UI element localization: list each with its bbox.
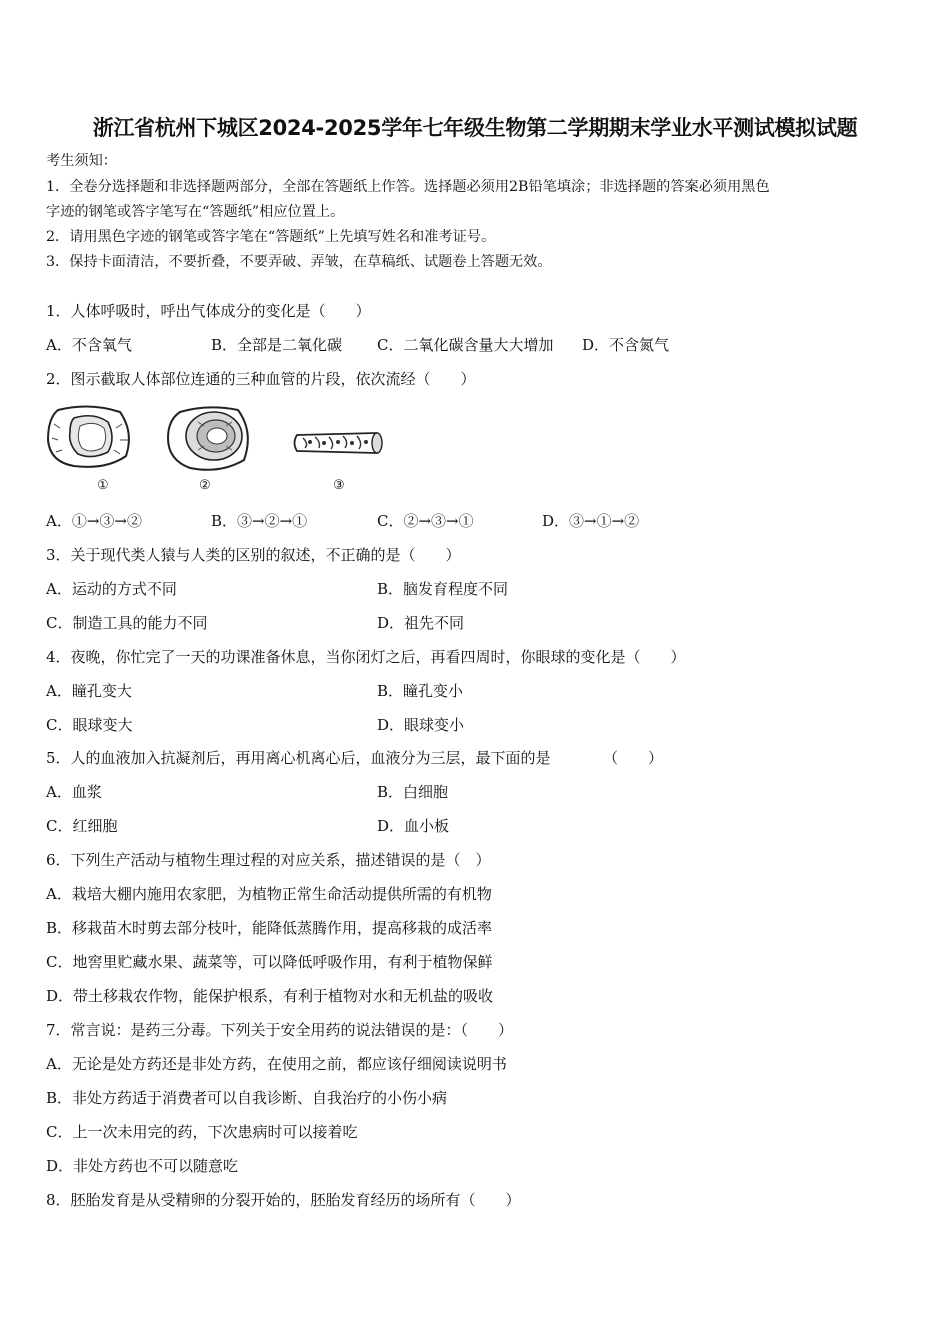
q7-option-d: D．非处方药也不可以随意吃 (46, 1157, 239, 1175)
notice-item: 字迹的钢笔或答字笔写在“答题纸”相应位置上。 (46, 204, 345, 220)
q5-option-b: B．白细胞 (377, 783, 449, 801)
question-6-stem: 6．下列生产活动与植物生理过程的对应关系，描述错误的是（ ） (46, 851, 491, 869)
question-5-stem: 5．人的血液加入抗凝剂后，再用离心机离心后，血液分为三层，最下面的是 （ ） (46, 749, 664, 767)
figure-label-3: ③ (333, 478, 345, 493)
notice-heading: 考生须知： (46, 153, 117, 169)
q5-option-a: A．血浆 (46, 783, 102, 801)
vein-illustration (164, 404, 254, 474)
q2-option-b: B．③→②→① (211, 512, 308, 530)
q3-option-d: D．祖先不同 (377, 614, 465, 632)
notice-item: 1．全卷分选择题和非选择题两部分，全部在答题纸上作答。选择题必须用2B铅笔填涂；非选择题的答案必须用黑色 (46, 179, 770, 195)
q4-option-c: C．眼球变大 (46, 716, 133, 734)
q3-option-b: B．脑发育程度不同 (377, 580, 509, 598)
capillary-illustration (293, 428, 387, 458)
q6-option-a: A．栽培大棚内施用农家肥，为植物正常生命活动提供所需的有机物 (46, 885, 492, 903)
question-7-stem: 7．常言说：是药三分毒。下列关于安全用药的说法错误的是：（ ） (46, 1021, 514, 1039)
q6-option-b: B．移栽苗木时剪去部分枝叶，能降低蒸腾作用，提高移栽的成活率 (46, 919, 493, 937)
notice-item: 2．请用黑色字迹的钢笔或答字笔在“答题纸”上先填写姓名和准考证号。 (46, 229, 496, 245)
q1-option-a: A．不含氧气 (46, 336, 132, 354)
q3-option-c: C．制造工具的能力不同 (46, 614, 208, 632)
q5-option-c: C．红细胞 (46, 817, 118, 835)
q7-option-a: A．无论是处方药还是非处方药，在使用之前，都应该仔细阅读说明书 (46, 1055, 507, 1073)
figure-label-2: ② (199, 478, 211, 493)
q2-option-a: A．①→③→② (46, 512, 142, 530)
q6-option-d: D．带土移栽农作物，能保护根系，有利于植物对水和无机盐的吸收 (46, 987, 494, 1005)
q4-option-a: A．瞳孔变大 (46, 682, 132, 700)
q1-option-d: D．不含氮气 (582, 336, 670, 354)
figure-label-1: ① (97, 478, 109, 493)
q3-option-a: A．运动的方式不同 (46, 580, 177, 598)
question-2-stem: 2．图示截取人体部位连通的三种血管的片段，依次流经（ ） (46, 370, 476, 388)
q4-option-d: D．眼球变小 (377, 716, 465, 734)
page-title: 浙江省杭州下城区2024-2025学年七年级生物第二学期期末学业水平测试模拟试题 (92, 116, 858, 140)
question-1-stem: 1．人体呼吸时，呼出气体成分的变化是（ ） (46, 302, 371, 320)
q1-option-c: C．二氧化碳含量大大增加 (377, 336, 554, 354)
q6-option-c: C．地窖里贮藏水果、蔬菜等，可以降低呼吸作用，有利于植物保鲜 (46, 953, 493, 971)
artery-illustration (44, 404, 136, 470)
question-4-stem: 4．夜晚，你忙完了一天的功课准备休息，当你闭灯之后，再看四周时，你眼球的变化是（ ） (46, 648, 686, 666)
q2-option-c: C．②→③→① (377, 512, 474, 530)
notice-item: 3．保持卡面清洁，不要折叠，不要弄破、弄皱，在草稿纸、试题卷上答题无效。 (46, 254, 552, 270)
q2-option-d: D．③→①→② (542, 512, 640, 530)
q1-option-b: B．全部是二氧化碳 (211, 336, 343, 354)
q7-option-b: B．非处方药适于消费者可以自我诊断、自我治疗的小伤小病 (46, 1089, 448, 1107)
question-8-stem: 8．胚胎发育是从受精卵的分裂开始的，胚胎发育经历的场所有（ ） (46, 1191, 521, 1209)
q7-option-c: C．上一次未用完的药，下次患病时可以接着吃 (46, 1123, 358, 1141)
q5-option-d: D．血小板 (377, 817, 450, 835)
q4-option-b: B．瞳孔变小 (377, 682, 464, 700)
question-3-stem: 3．关于现代类人猿与人类的区别的叙述，不正确的是（ ） (46, 546, 461, 564)
